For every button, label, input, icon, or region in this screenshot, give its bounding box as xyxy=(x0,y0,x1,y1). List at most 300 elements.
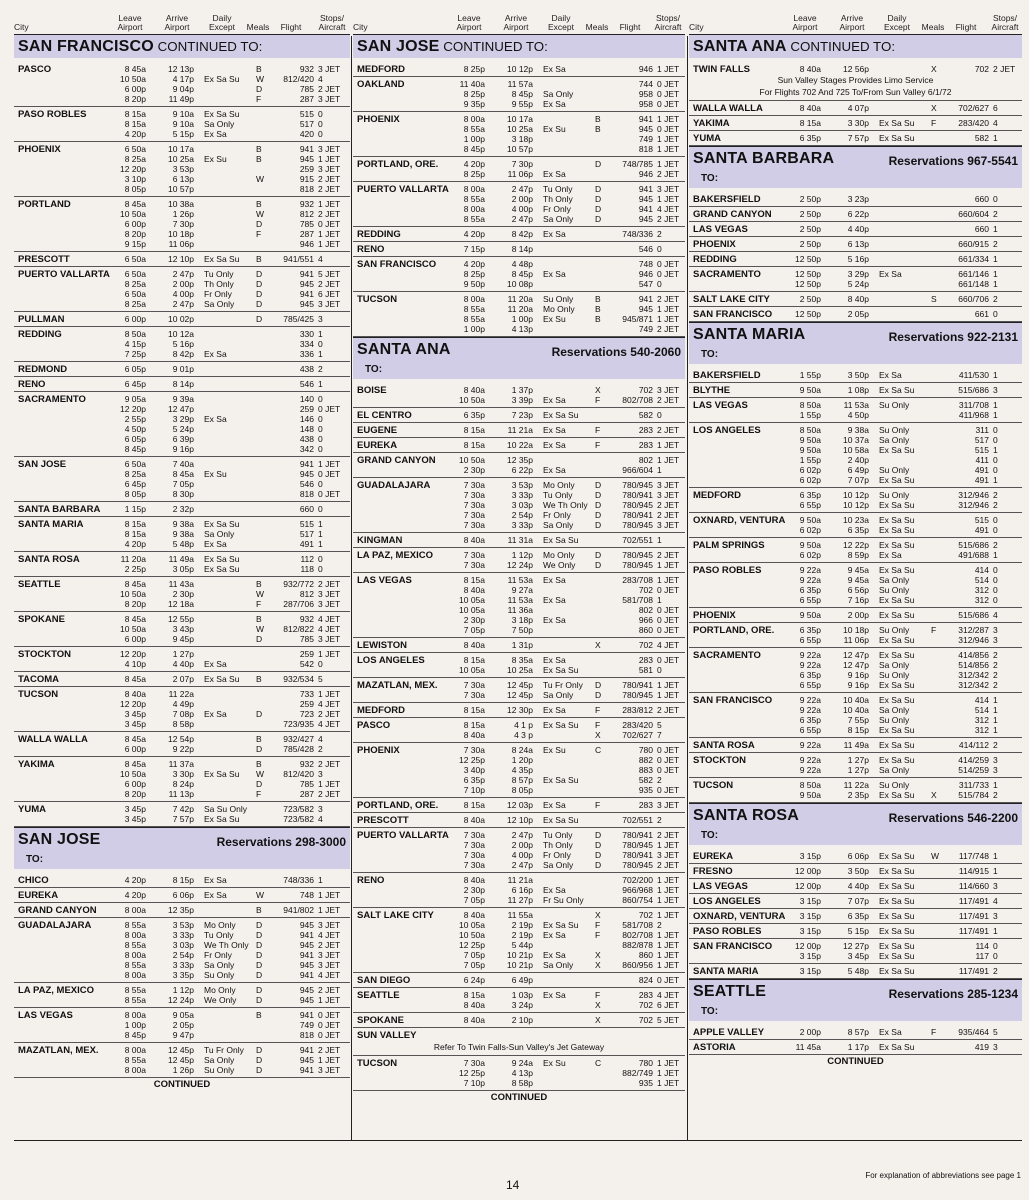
flight-field: 0 JET xyxy=(318,1030,341,1040)
destination-name: SAN JOSE xyxy=(18,459,67,470)
flight-field: D xyxy=(595,840,602,850)
destination-name: PORTLAND, ORE. xyxy=(357,159,439,170)
flight-list xyxy=(353,159,685,179)
flight-field: 8 50a xyxy=(799,425,821,435)
flight-field: 945 xyxy=(299,995,314,1005)
flight-field: 780 xyxy=(638,1058,653,1068)
flight-field: 945 xyxy=(299,299,314,309)
flight-field: 11 20a xyxy=(507,294,533,304)
flight-field: 6 50a xyxy=(124,289,146,299)
flight-line xyxy=(14,554,350,564)
flight-line xyxy=(14,709,350,719)
flight-field: 0 xyxy=(993,941,998,951)
flight-field: Ex Sa Su xyxy=(879,445,915,455)
flight-field: 860 xyxy=(638,625,653,635)
flight-field: 4 xyxy=(993,896,998,906)
flight-field: Ex Sa Su xyxy=(879,866,915,876)
flight-field: 1 xyxy=(657,535,662,545)
flight-line xyxy=(14,414,350,424)
flight-field: 8 55a xyxy=(463,304,485,314)
destination-name: LAS VEGAS xyxy=(693,881,748,892)
flight-field: Tu Only xyxy=(204,930,234,940)
flight-field: 2 54p xyxy=(511,510,533,520)
flight-line xyxy=(353,775,685,785)
flight-field: 5 16p xyxy=(847,254,869,264)
flight-field: 0 xyxy=(993,515,998,525)
flight-field: Ex Sa Su xyxy=(879,500,915,510)
flight-field: 3 10p xyxy=(124,174,146,184)
flight-field: Ex Sa Su xyxy=(879,525,915,535)
flight-line xyxy=(689,951,1022,961)
destination-name: LA PAZ, MEXICO xyxy=(357,550,433,561)
flight-field: 0 xyxy=(318,109,323,119)
flight-line xyxy=(14,614,350,624)
flight-field: B xyxy=(256,614,262,624)
flight-field: 4 JET xyxy=(318,719,341,729)
flight-field: 3 15p xyxy=(799,926,821,936)
flight-line xyxy=(14,74,350,84)
flight-field: 8 45a xyxy=(124,579,146,589)
flight-field: 6 50a xyxy=(124,459,146,469)
flight-field: 9 50a xyxy=(799,540,821,550)
destination-name: SALT LAKE CITY xyxy=(357,910,434,921)
flight-field: 7 10p xyxy=(463,785,485,795)
flight-list xyxy=(14,394,350,454)
flight-field: 8 00a xyxy=(463,114,485,124)
destination-name: SACRAMENTO xyxy=(18,394,86,405)
flight-field: F xyxy=(595,425,601,435)
flight-field: 3 JET xyxy=(318,94,341,104)
flight-list xyxy=(353,64,685,74)
flight-field: B xyxy=(256,144,262,154)
flight-line xyxy=(353,385,685,395)
flight-field: Fr Su Only xyxy=(543,895,584,905)
flight-line xyxy=(353,940,685,950)
flight-field: 2 xyxy=(993,966,998,976)
flight-line xyxy=(353,79,685,89)
reservations-phone: Reservations 546-2200 xyxy=(888,811,1018,825)
flight-field: 8 05p xyxy=(511,785,533,795)
flight-field: 946 xyxy=(638,269,653,279)
flight-field: B xyxy=(595,114,601,124)
flight-field: 1 JET xyxy=(318,459,341,469)
flight-line xyxy=(14,219,350,229)
flight-field: 0 xyxy=(657,665,662,675)
flight-field: 5 44p xyxy=(511,940,533,950)
flight-field: 946 xyxy=(638,64,653,74)
to-label: TO: xyxy=(365,364,383,375)
flight-line xyxy=(14,489,350,499)
flight-line xyxy=(353,520,685,530)
flight-field: D xyxy=(256,960,263,970)
flight-field: F xyxy=(931,625,937,635)
flight-field: 4 40p xyxy=(847,881,869,891)
hdr-flight: Flight xyxy=(280,22,302,32)
flight-field: 8 40a xyxy=(799,103,821,113)
flight-field: D xyxy=(595,560,602,570)
flight-field: 1 xyxy=(993,705,998,715)
destination-row xyxy=(689,267,1022,292)
flight-field: 10 37a xyxy=(843,435,869,445)
flight-field: 3 50p xyxy=(847,370,869,380)
flight-field: 6 00p xyxy=(124,219,146,229)
flight-field: 8 25p xyxy=(463,269,485,279)
flight-field: 8 40a xyxy=(463,815,485,825)
flight-field: D xyxy=(595,680,602,690)
flight-field: 1 xyxy=(993,780,998,790)
flight-field: 491 xyxy=(299,539,314,549)
flight-line xyxy=(689,705,1022,715)
destination-row xyxy=(353,653,685,678)
flight-field: 0 xyxy=(318,339,323,349)
flight-field: 8 14p xyxy=(511,244,533,254)
flight-field: 3 30p xyxy=(847,118,869,128)
destination-name: YAKIMA xyxy=(693,118,730,129)
city-section-header xyxy=(689,803,1022,845)
flight-field: 749 xyxy=(299,1020,314,1030)
destination-row xyxy=(353,408,685,423)
flight-field: 780/941 xyxy=(622,830,653,840)
flight-field: 411/530 xyxy=(958,370,989,380)
origin-city: SANTA ROSA xyxy=(693,807,799,824)
flight-field: 1 JET xyxy=(318,154,341,164)
continued-label: CONTINUED xyxy=(827,1056,884,1067)
flight-line xyxy=(353,324,685,334)
flight-field: 966/968 xyxy=(622,885,653,895)
flight-field: 6 35p xyxy=(847,525,869,535)
flight-field: 11 49a xyxy=(168,554,194,564)
flight-field: 818 xyxy=(299,1030,314,1040)
flight-line xyxy=(14,744,350,754)
hdr-meals: Meals xyxy=(585,22,609,32)
flight-field: 7 57p xyxy=(847,133,869,143)
flight-field: 12 45p xyxy=(168,1045,194,1055)
flight-list xyxy=(689,425,1022,485)
flight-field: 1 JET xyxy=(657,159,680,169)
flight-line xyxy=(689,279,1022,289)
flight-field: 2 JET xyxy=(657,510,680,520)
flight-field: Ex Sa Su xyxy=(543,535,579,545)
destination-name: PUERTO VALLARTA xyxy=(357,830,449,841)
flight-line xyxy=(689,445,1022,455)
flight-field: 6 06p xyxy=(847,851,869,861)
flight-field: 941 xyxy=(299,1010,314,1020)
flight-line xyxy=(689,866,1022,876)
destination-row xyxy=(14,672,350,687)
flight-field: 7 57p xyxy=(172,814,194,824)
destination-row xyxy=(353,573,685,638)
flight-field: 8 50a xyxy=(799,780,821,790)
flight-field: 8 15a xyxy=(124,519,146,529)
destination-row xyxy=(689,292,1022,307)
flight-list xyxy=(14,674,350,684)
flight-field: 3 45p xyxy=(847,951,869,961)
flight-field: 2 JET xyxy=(318,1045,341,1055)
flight-field: 12 00p xyxy=(795,866,821,876)
flight-field: D xyxy=(595,194,602,204)
flight-field: 941 xyxy=(299,930,314,940)
flight-field: 4 13p xyxy=(511,324,533,334)
flight-field: 5 JET xyxy=(318,269,341,279)
flight-field: 140 xyxy=(299,394,314,404)
destination-name: LAS VEGAS xyxy=(693,224,748,235)
flight-field: 780 xyxy=(638,745,653,755)
flight-field: 2 50p xyxy=(799,224,821,234)
flight-field: 4 xyxy=(318,814,323,824)
flight-list xyxy=(14,905,350,915)
destination-name: PULLMAN xyxy=(18,314,65,325)
flight-field: 7 30a xyxy=(463,840,485,850)
flight-field: B xyxy=(595,124,601,134)
flight-line xyxy=(353,755,685,765)
flight-field: 8 25a xyxy=(124,154,146,164)
flight-line xyxy=(689,103,1022,113)
flight-field: 1 JET xyxy=(657,690,680,700)
flight-field: 114/915 xyxy=(958,866,989,876)
flight-line xyxy=(14,129,350,139)
flight-field: 702 xyxy=(638,640,653,650)
flight-field: D xyxy=(595,480,602,490)
destination-name: SACRAMENTO xyxy=(693,269,761,280)
flight-list xyxy=(14,144,350,194)
flight-field: Su Only xyxy=(879,670,910,680)
flight-field: 4 xyxy=(318,254,323,264)
flight-list xyxy=(689,540,1022,560)
flight-field: 1 JET xyxy=(657,885,680,895)
flight-field: 0 xyxy=(318,129,323,139)
flight-field: 8 15p xyxy=(847,725,869,735)
flight-field: 8 00a xyxy=(124,950,146,960)
origin-city: SAN FRANCISCO xyxy=(18,38,154,55)
destination-row xyxy=(353,292,685,337)
flight-field: 941 xyxy=(638,294,653,304)
flight-field: Ex Sa Su xyxy=(879,951,915,961)
flight-list xyxy=(353,815,685,825)
flight-field: 785/425 xyxy=(283,314,314,324)
flight-field: 1 xyxy=(993,133,998,143)
flight-field: B xyxy=(256,199,262,209)
flight-field: 311/733 xyxy=(958,780,989,790)
flight-field: 0 JET xyxy=(657,79,680,89)
destination-row xyxy=(353,157,685,182)
flight-field: 2 47p xyxy=(511,214,533,224)
flight-field: F xyxy=(595,395,601,405)
flight-field: 311 xyxy=(975,425,989,435)
destination-row xyxy=(14,312,350,327)
flight-field: 2 47p xyxy=(511,184,533,194)
flight-field: 8 15a xyxy=(463,800,485,810)
flight-field: Ex Su xyxy=(204,469,227,479)
reservations-phone: Reservations 285-1234 xyxy=(888,987,1018,1001)
flight-field: F xyxy=(256,789,262,799)
flight-field: 10 21p xyxy=(507,950,533,960)
flight-field: 581/708 xyxy=(622,595,653,605)
flight-line xyxy=(14,444,350,454)
flight-field: 702/200 xyxy=(622,875,653,885)
destination-row xyxy=(353,828,685,873)
flight-field: 860 xyxy=(638,950,653,960)
flight-field: D xyxy=(256,269,263,279)
flight-field: 8 00a xyxy=(463,204,485,214)
flight-field: 10 50a xyxy=(459,395,485,405)
destination-row xyxy=(14,142,350,197)
flight-field: 0 xyxy=(318,504,323,514)
flight-field: 287 xyxy=(299,229,314,239)
flight-field: 702/551 xyxy=(622,535,653,545)
flight-field: Ex Sa Su xyxy=(204,254,240,264)
flight-line xyxy=(689,610,1022,620)
flight-field: 0 JET xyxy=(657,975,680,985)
flight-field: 3 xyxy=(993,911,998,921)
flight-line xyxy=(353,204,685,214)
flight-field: Ex Sa Su xyxy=(879,385,915,395)
flight-list xyxy=(689,851,1022,861)
destination-name: LAS VEGAS xyxy=(693,400,748,411)
flight-list xyxy=(353,440,685,450)
flight-field: Sa Only xyxy=(543,89,574,99)
destination-row xyxy=(689,423,1022,488)
flight-field: 8 20p xyxy=(124,599,146,609)
flight-field: 2 xyxy=(657,229,662,239)
flight-list xyxy=(689,866,1022,876)
flight-field: 6 02p xyxy=(799,475,821,485)
destination-row xyxy=(353,257,685,292)
flight-list xyxy=(353,550,685,570)
flight-field: 4 JET xyxy=(318,970,341,980)
flight-field: 9 22a xyxy=(799,755,821,765)
flight-field: 1 xyxy=(993,254,998,264)
destination-row xyxy=(14,732,350,757)
flight-field: W xyxy=(256,74,265,84)
flight-field: 935/464 xyxy=(958,1027,989,1037)
flight-field: 3 JET xyxy=(657,490,680,500)
flight-line xyxy=(353,705,685,715)
flight-field: 1 00p xyxy=(511,314,533,324)
flight-field: 6 35p xyxy=(799,585,821,595)
flight-field: Tu Only xyxy=(204,269,234,279)
flight-field: Ex Sa Su xyxy=(879,926,915,936)
hdr-flight: Flight xyxy=(619,22,641,32)
destination-name: TUCSON xyxy=(357,294,398,305)
destination-row xyxy=(14,983,350,1008)
flight-field: 3 24p xyxy=(511,1000,533,1010)
flight-field: 10 50a xyxy=(459,930,485,940)
abbreviation-note: For explanation of abbreviations see page 1 xyxy=(865,1171,1021,1180)
flight-field: 4 50p xyxy=(124,424,146,434)
flight-field: 6 00p xyxy=(124,779,146,789)
hdr-city: City xyxy=(14,22,29,32)
flight-line xyxy=(689,670,1022,680)
flight-field: 0 xyxy=(318,659,323,669)
flight-list xyxy=(353,830,685,870)
flight-line xyxy=(353,800,685,810)
flight-field: 0 xyxy=(993,951,998,961)
continued-label: CONTINUED TO: xyxy=(786,39,896,54)
flight-field: 2 JET xyxy=(657,324,680,334)
destination-row xyxy=(14,377,350,392)
flight-field: 702 xyxy=(638,910,653,920)
destination-name: TUCSON xyxy=(18,689,59,700)
flight-line xyxy=(689,525,1022,535)
flight-field: 1 55p xyxy=(799,370,821,380)
flight-field: 785/428 xyxy=(283,744,314,754)
flight-field: 117 xyxy=(975,951,989,961)
destination-name: LAS VEGAS xyxy=(18,1010,73,1021)
flight-line xyxy=(689,309,1022,319)
flight-field: Ex Sa xyxy=(879,550,902,560)
flight-field: 748 xyxy=(299,890,314,900)
destination-name: PALM SPRINGS xyxy=(693,540,765,551)
flight-list xyxy=(689,385,1022,395)
flight-field: 0 xyxy=(993,575,998,585)
flight-line xyxy=(689,851,1022,861)
flight-field: 2 50p xyxy=(799,209,821,219)
flight-field: 932/534 xyxy=(283,674,314,684)
flight-field: 8 15a xyxy=(124,109,146,119)
flight-field: 3 03p xyxy=(511,500,533,510)
hdr-leave: Leave Airport xyxy=(456,13,482,32)
flight-line xyxy=(353,184,685,194)
destination-row xyxy=(353,718,685,743)
flight-field: X xyxy=(595,1000,601,1010)
flight-line xyxy=(14,789,350,799)
flight-field: 1 JET xyxy=(318,689,341,699)
flight-field: 8 40a xyxy=(124,689,146,699)
flight-line xyxy=(689,585,1022,595)
hdr-flight: Flight xyxy=(955,22,977,32)
flight-field: 420 xyxy=(299,129,314,139)
flight-field: 2 JET xyxy=(657,395,680,405)
flight-field: 117/491 xyxy=(958,911,989,921)
flight-line xyxy=(353,615,685,625)
flight-field: 8 45a xyxy=(124,674,146,684)
flight-line xyxy=(14,239,350,249)
flight-field: Ex Sa xyxy=(543,595,566,605)
flight-field: 10 05a xyxy=(459,605,485,615)
flight-field: Ex Sa xyxy=(543,950,566,960)
flight-field: Ex Sa xyxy=(543,229,566,239)
flight-field: 10 40a xyxy=(843,695,869,705)
flight-list xyxy=(689,515,1022,535)
flight-field: 3 45p xyxy=(124,719,146,729)
origin-city: SAN JOSE xyxy=(18,831,101,848)
flight-field: 114 xyxy=(975,941,989,951)
flight-list xyxy=(14,314,350,324)
flight-field: D xyxy=(256,289,263,299)
flight-field: 3 15p xyxy=(799,966,821,976)
origin-city: SANTA BARBARA xyxy=(693,150,835,167)
destination-row xyxy=(353,1013,685,1028)
flight-list xyxy=(14,920,350,980)
flight-field: 0 xyxy=(993,565,998,575)
destination-row xyxy=(689,538,1022,563)
destination-name: PORTLAND xyxy=(18,199,71,210)
destination-name: LOS ANGELES xyxy=(693,425,761,436)
flight-field: D xyxy=(256,920,263,930)
flight-field: 1 31p xyxy=(511,640,533,650)
destination-name: SPOKANE xyxy=(18,614,65,625)
destination-row xyxy=(353,77,685,112)
flight-line xyxy=(14,164,350,174)
flight-field: 1 xyxy=(993,410,998,420)
destination-name: OXNARD, VENTURA xyxy=(693,515,786,526)
flight-line xyxy=(353,990,685,1000)
flight-field: 2 40p xyxy=(847,455,869,465)
flight-field: 8 15a xyxy=(124,529,146,539)
flight-list xyxy=(689,926,1022,936)
flight-field: 2 25p xyxy=(124,564,146,574)
flight-field: 7 08p xyxy=(172,709,194,719)
